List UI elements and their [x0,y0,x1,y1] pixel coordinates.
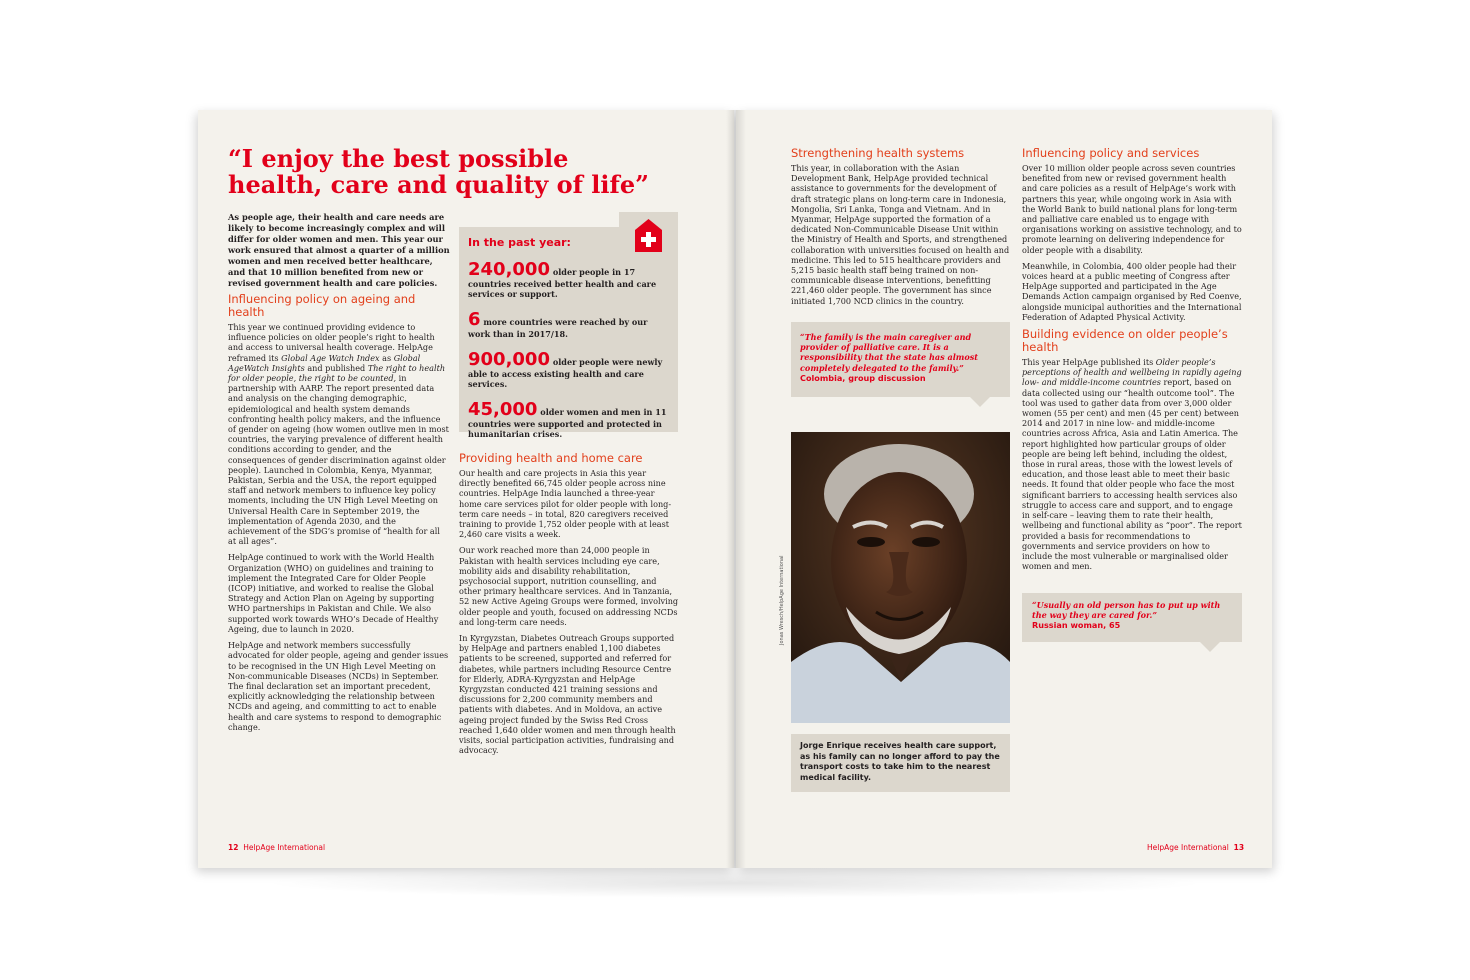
text-run: This year we continued providing evidence to influence policies on older people’s right to health and access to universal health coverage. HelpAge reframed its [228,322,435,363]
section-heading-health-home-care: Providing health and home care [459,451,643,465]
quote-text: “The family is the main caregiver and provider of palliative care. It is a responsibility that the state has almost completely delegated to the family.” [800,332,979,373]
text-run: report, based on data collected using our “health outcome tool”. The tool was used to gather data from over 3,000 older women (55 per cent) and men (45 per cent) between 2014 and 2017 in nine low- and middle-income countries across Africa, Asia and Latin America. The report highlighted how particular groups of older people are being left behind, including the oldest, those in rural areas, those with the lowest levels of education, and those least able to meet their basic needs. It found that older people who face the most significant barriers to accessing health services also struggle to access care and support, and to engage in self-care – leaving them to rate their health, wellbeing and functional ability as “poor”. The report provided a basis for recommendations to governments and service providers on how to include the most vulnerable or marginalised older women and men. [1022,377,1242,572]
paragraph: Our health and care projects in Asia this year directly benefited 66,745 older people across nine countries. HelpAge India launched a three-year home care services pilot for older people with long-term care needs – in total, 820 caregivers received training to provide 1,752 older people with at least 2,460 care visits a week. [459,468,672,540]
caption-content [800,741,1000,783]
right-col-1 [791,147,1010,312]
section-heading-influencing-policy: Influencing policy on ageing and health [228,292,416,319]
left-column [228,293,450,738]
quote-attribution: Russian woman, 65 [1032,620,1121,631]
page-number: 13 [1233,843,1245,852]
middle-column [459,452,679,761]
page-title: “I enjoy the best possible health, care and quality of life” [228,144,649,199]
text-run-italic: Older people’s perceptions of health and wellbeing in rapidly ageing low- and middle-income countries [1022,357,1242,388]
text-run-italic: Global AgeWatch Insights [228,352,421,373]
paragraph: Meanwhile, in Colombia, 400 older people had their voices heard at a public meeting of Congress after HelpAge supported and participated in the Age Demands Action campaign organised by Red Coenve, alongside municipal authorities and the International Federation of Adapted Physical Activity. [1022,260,1242,322]
text-run-italic: The right to health for older people, the right to be counted, [228,362,446,384]
stat-item [468,351,668,389]
text-run-italic: Global Age Watch Index [281,352,380,363]
section-body [791,163,1010,306]
text-run: and published [304,362,368,373]
paragraph: Our work reached more than 24,000 people in Pakistan with health services including eye care, mobility aids and disability rehabilitation, psychosocial support, nutrition counselling, and other primary healthcare services. And in Tanzania, 52 new Active Ageing Groups were formed, involving older people and youth, focused on addressing NCDs and long-term care needs. [459,545,679,627]
section-body [1022,357,1242,571]
quote-attribution: Colombia, group discussion [800,372,926,383]
stat-item [468,261,668,299]
text-run: This year HelpAge published its [1022,357,1156,368]
paragraph: HelpAge continued to work with the World Health Organization (WHO) on guidelines and training to implement the Integrated Care for Older People (ICOP) initiative, and worked to realise the Global Strategy and Action Plan on Ageing by supporting WHO partnerships in Pakistan and Chile. We also supported work towards WHO’s Decade of Healthy Ageing, due to launch in 2020. [228,552,439,634]
stat-number: 240,000 [468,259,550,280]
photo-credit: Jonas Wresch/HelpAge International [779,555,785,645]
section-body [1022,163,1242,322]
paragraph [1022,357,1242,571]
quote-box-pointer [970,397,990,407]
section-heading-building-evidence: Building evidence on older people’s health [1022,327,1228,355]
stats-content [468,236,668,451]
paragraph: HelpAge and network members successfully advocated for older people, ageing and gender issues to be recognised in the UN High Level Meeting on Non-communicable Diseases (NCDs) in September. The final declaration set an important precedent, explicitly acknowledging the relationship between NCDs and ageing, and committing to act to enable health and care systems to respond to demographic change. [228,640,449,732]
stat-text: older people in 17 countries received better health and care services or support. [468,267,657,299]
paragraph [228,322,450,546]
folio-right [1147,843,1244,852]
intro-paragraph: As people age, their health and care needs are likely to become increasingly complex and will differ for older women and men. This year our work ensured that almost a quarter of a million women and men received better healthcare, and that 10 million benefited from new or revised government health and care policies. [228,212,450,288]
text-run: in partnership with AARP. The report presented data and analysis on the changing demographic, epidemiological and health system demands confronting health policy makers, and the influence of gender on ageing (how women outlive men in most countries, the varying prevalence of different health conditions according to gender, and the consequences of gender discrimination against older people). Launched in Colombia, Kenya, Myanmar, Pakistan, Serbia and the USA, the report equipped staff and network members to influence key policy moments, including the UN High Level Meeting on Universal Health Care in September 2019, the implementation of Agenda 2030, and the achievement of the SDG’s promise of “health for all at all ages”. [228,373,449,547]
stat-number: 45,000 [468,399,538,420]
paragraph: Over 10 million older people across seven countries benefited from new or revised government health and care policies as a result of HelpAge’s work with partners this year, while ongoing work in Asia with the World Bank to build national plans for long-term and palliative care enabled us to engage with organisations working on assistive technology, and to promote learning on delivering independence for older people with a disability. [1022,163,1242,255]
section-heading-influencing-services: Influencing policy and services [1022,146,1200,160]
book-shadow [260,868,1210,898]
stat-item [468,401,668,439]
section-body [459,468,679,755]
section-heading-strengthening: Strengthening health systems [791,146,965,160]
stat-number: 6 [468,309,481,330]
quote-content [1032,600,1232,631]
right-col-2 [1022,147,1242,577]
paragraph: This year, in collaboration with the Asian Development Bank, HelpAge provided technical assistance to governments for the development of draft strategic plans on long-term care in Indonesia, Mongolia, Sri Lanka, Tonga and Vietnam. And in Myanmar, HelpAge supported the formation of a dedicated Non-Communicable Disease Unit within the Ministry of Health and Sports, and strengthened collaboration with universities focused on health and medicine. This led to 515 healthcare providers and 5,215 basic health staff being trained on non-communicable disease interventions, benefitting 221,460 older people. The government has since initiated 1,700 NCD clinics in the country. [791,163,1010,306]
photo-caption: Jorge Enrique receives health care support, as his family can no longer afford to pay the transport costs to take him to the nearest medical facility. [800,741,1000,782]
spine-gutter [726,110,746,868]
folio-text: HelpAge International [1147,843,1229,852]
page-number: 12 [228,843,239,852]
text-run: as [379,352,394,363]
quote-text: “Usually an old person has to put up with the way they are cared for.” [1032,600,1221,621]
portrait-photo [791,432,1010,723]
stat-text: more countries were reached by our work than in 2017/18. [468,317,648,339]
stat-item [468,311,668,339]
stat-text: older people were newly able to access existing health and care services. [468,357,663,389]
stat-text: older women and men in 11 countries were supported and protected in humanitarian crises. [468,407,667,439]
stats-heading: In the past year: [468,236,571,249]
quote-box-pointer [1200,642,1220,652]
folio-text: HelpAge International [243,843,326,852]
folio-left [228,843,325,852]
quote-content [800,332,1005,384]
paragraph: In Kyrgyzstan, Diabetes Outreach Groups supported by HelpAge and partners enabled 1,100 diabetes patients to be screened, supported and referred for diabetes, while partners including Resource Centre for Elderly, ADRA-Kyrgyzstan and HelpAge Kyrgyzstan conducted 421 training sessions and discussions for 2,200 community members and patients with diabetes. And in Moldova, an active ageing project funded by the Swiss Red Cross reached 1,640 older women and men through health visits, social participation activities, fundraising and advocacy. [459,633,676,756]
section-body [228,322,450,732]
stat-number: 900,000 [468,349,550,370]
